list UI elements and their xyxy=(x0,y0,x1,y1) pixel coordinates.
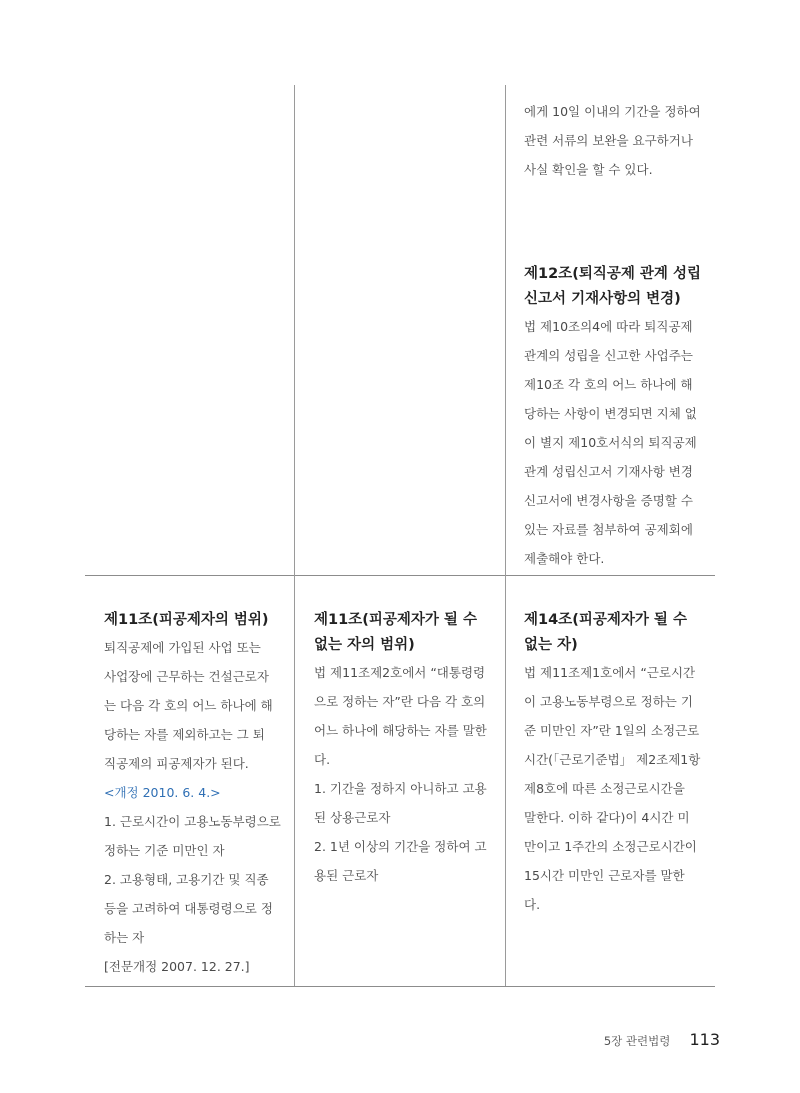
text-line: 제10조 각 호의 어느 하나에 해 xyxy=(524,377,693,392)
text-line: 관련 서류의 보완을 요구하거나 xyxy=(524,133,693,148)
text-line: 15시간 미만인 근로자를 말한 xyxy=(524,868,685,883)
text-line: 제출해야 한다. xyxy=(524,551,605,566)
text-line: 관계의 성립을 신고한 사업주는 xyxy=(524,348,693,363)
page-footer xyxy=(604,1030,720,1049)
text-line: 신고서에 변경사항을 증명할 수 xyxy=(524,493,693,508)
text-line: 에게 10일 이내의 기간을 정하여 xyxy=(524,104,701,119)
text-line: 다. xyxy=(314,752,331,767)
text-line: 다. xyxy=(524,897,541,912)
text-line: 직공제의 피공제자가 된다. xyxy=(104,756,249,771)
title-line: 제11조(피공제자가 될 수 xyxy=(314,612,477,628)
text-line: 시간(「근로기준법」 제2조제1항 xyxy=(524,752,701,767)
article-11-law-title: 제11조(피공제자의 범위) xyxy=(104,612,269,628)
text-line: 정하는 기준 미만인 자 xyxy=(104,843,225,858)
text-line: 이 고용노동부령으로 정하는 기 xyxy=(524,694,693,709)
article-12-title xyxy=(524,262,701,312)
article-14-rule xyxy=(524,608,700,919)
text-line: 법 제11조제2호에서 “대통령령 xyxy=(314,665,486,680)
column-divider-bottom-right xyxy=(505,575,506,987)
title-line: 제14조(피공제자가 될 수 xyxy=(524,612,687,628)
column-divider-top-right xyxy=(505,85,506,575)
text-line: 사실 확인을 할 수 있다. xyxy=(524,162,653,177)
text-line: 법 제11조제1호에서 “근로시간 xyxy=(524,665,696,680)
text-line: 1. 근로시간이 고용노동부령으로 xyxy=(104,814,281,829)
text-line: 으로 정하는 자”란 다음 각 호의 xyxy=(314,694,486,709)
title-line: 없는 자의 범위) xyxy=(314,637,415,653)
text-line: 당하는 사항이 변경되면 지체 없 xyxy=(524,406,697,421)
text-line: 준 미만인 자”란 1일의 소정근로 xyxy=(524,723,700,738)
column-divider-bottom-left xyxy=(294,575,295,987)
top-col3-continuation xyxy=(524,97,701,184)
text-line: 는 다음 각 호의 어느 하나에 해 xyxy=(104,698,273,713)
text-line: 이 별지 제10호서식의 퇴직공제 xyxy=(524,435,697,450)
text-line: 당하는 자를 제외하고는 그 퇴 xyxy=(104,727,265,742)
title-line: 제12조(퇴직공제 관계 성립 xyxy=(524,266,701,282)
article-11-decree xyxy=(314,608,487,890)
amendment-note: <개정 2010. 6. 4.> xyxy=(104,785,221,800)
text-line: 관계 성립신고서 기재사항 변경 xyxy=(524,464,693,479)
article-14-rule-title xyxy=(524,608,700,658)
text-line: 2. 1년 이상의 기간을 정하여 고 xyxy=(314,839,487,854)
column-divider-top-left xyxy=(294,85,295,575)
text-line: 2. 고용형태, 고용기간 및 직종 xyxy=(104,872,269,887)
revision-note: [전문개정 2007. 12. 27.] xyxy=(104,959,250,974)
text-line: 용된 근로자 xyxy=(314,868,379,883)
article-12 xyxy=(524,262,701,573)
text-line: 법 제10조의4에 따라 퇴직공제 xyxy=(524,319,693,334)
article-11-decree-title xyxy=(314,608,487,658)
text-line: 사업장에 근무하는 건설근로자 xyxy=(104,669,269,684)
chapter-label: 5장 관련법령 xyxy=(603,1034,671,1048)
row-divider xyxy=(85,575,715,576)
text-line: 하는 자 xyxy=(104,930,145,945)
table-bottom-border xyxy=(85,986,715,987)
text-line: 1. 기간을 정하지 아니하고 고용 xyxy=(314,781,487,796)
title-line: 없는 자) xyxy=(524,637,578,653)
text-line: 있는 자료를 첨부하여 공제회에 xyxy=(524,522,693,537)
text-line: 등을 고려하여 대통령령으로 정 xyxy=(104,901,273,916)
text-line: 된 상용근로자 xyxy=(314,810,391,825)
title-line: 신고서 기재사항의 변경) xyxy=(524,291,681,307)
page-number: 113 xyxy=(689,1030,720,1049)
text-line: 만이고 1주간의 소정근로시간이 xyxy=(524,839,697,854)
text-line: 퇴직공제에 가입된 사업 또는 xyxy=(104,640,261,655)
text-line: 제8호에 따른 소정근로시간을 xyxy=(524,781,685,796)
text-line: 어느 하나에 해당하는 자를 말한 xyxy=(314,723,487,738)
text-line: 말한다. 이하 같다)이 4시간 미 xyxy=(524,810,690,825)
article-11-law xyxy=(104,608,281,981)
